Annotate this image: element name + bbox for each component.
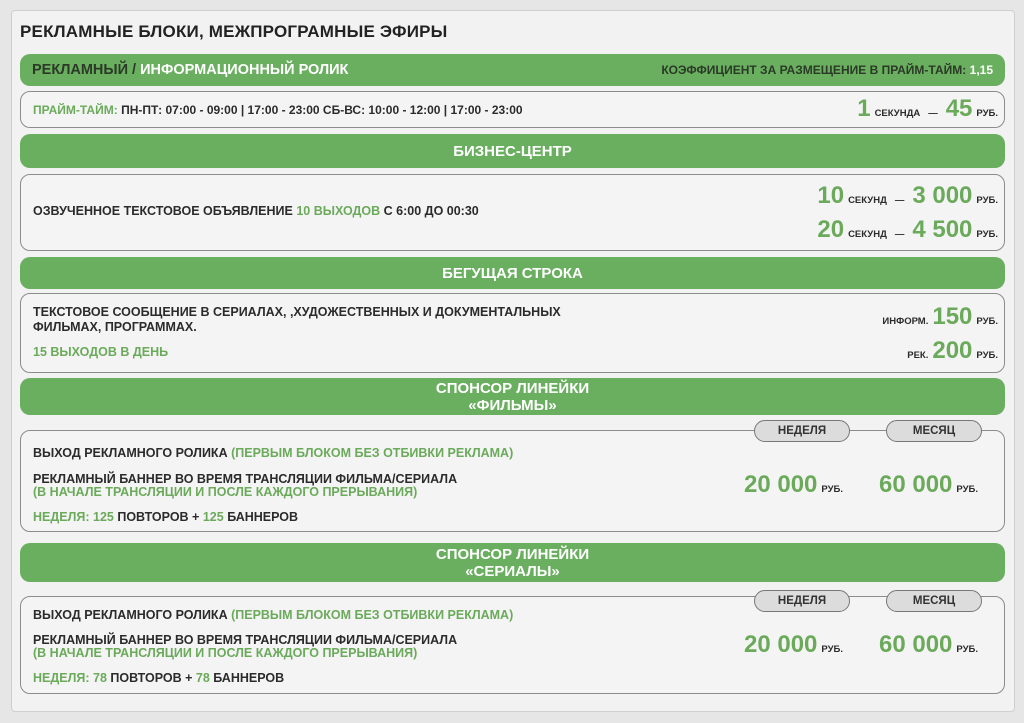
prime-dash: — — [928, 108, 938, 119]
ticker-count: 15 ВЫХОДОВ В ДЕНЬ — [33, 345, 169, 359]
prime-time-schedule: ПН-ПТ: 07:00 - 09:00 | 17:00 - 23:00 СБ-ВС: 10:00 - 12:00 | 17:00 - 23:00 — [121, 103, 523, 117]
films-line-1-dark: ВЫХОД РЕКЛАМНОГО РОЛИКА — [33, 446, 228, 460]
page-title: РЕКЛАМНЫЕ БЛОКИ, МЕЖПРОГРАМНЫЕ ЭФИРЫ — [20, 22, 448, 41]
business-price-value-1: 3 000 — [912, 182, 973, 209]
ticker-bar: БЕГУЩАЯ СТРОКА — [20, 257, 1005, 289]
prime-time-line — [33, 103, 523, 117]
series-price-week — [744, 631, 843, 659]
films-price-month — [879, 471, 978, 499]
header-right — [661, 62, 993, 79]
prime-time-price — [857, 95, 998, 123]
films-price-month-currency: РУБ. — [956, 484, 978, 495]
films-line-2: РЕКЛАМНЫЙ БАННЕР ВО ВРЕМЯ ТРАНСЛЯЦИИ ФИЛЬМА/СЕРИАЛА — [33, 472, 458, 486]
series-price-month-currency: РУБ. — [956, 644, 978, 655]
business-price-2 — [817, 216, 998, 244]
series-line-3: (В НАЧАЛЕ ТРАНСЛЯЦИИ И ПОСЛЕ КАЖДОГО ПРЕРЫВАНИЯ) — [33, 646, 418, 660]
prime-qty: 1 — [857, 95, 871, 122]
business-text-green: 10 ВЫХОДОВ — [296, 204, 381, 218]
films-week-count: НЕДЕЛЯ: 125 — [33, 510, 114, 524]
films-week-pill: НЕДЕЛЯ — [754, 420, 850, 442]
sponsor-films-bar — [20, 378, 1005, 415]
business-price-value-2: 4 500 — [912, 216, 973, 243]
header-bar — [20, 54, 1005, 86]
sponsor-films-line-2: «ФИЛЬМЫ» — [468, 396, 557, 414]
header-left-light: ИНФОРМАЦИОННЫЙ РОЛИК — [140, 61, 349, 78]
ticker-label-1: ИНФОРМ. — [882, 316, 929, 327]
series-week-pill: НЕДЕЛЯ — [754, 590, 850, 612]
series-week-count: НЕДЕЛЯ: 78 — [33, 671, 107, 685]
business-text — [33, 204, 479, 218]
header-left-dark: РЕКЛАМНЫЙ / — [32, 61, 137, 78]
films-line-4 — [33, 510, 298, 524]
series-line-1-green: (ПЕРВЫМ БЛОКОМ БЕЗ ОТБИВКИ РЕКЛАМА) — [231, 608, 514, 622]
header-left — [32, 62, 348, 79]
business-currency-2: РУБ. — [976, 229, 998, 240]
ticker-currency-1: РУБ. — [976, 316, 998, 327]
films-line-3: (В НАЧАЛЕ ТРАНСЛЯЦИИ И ПОСЛЕ КАЖДОГО ПРЕРЫВАНИЯ) — [33, 485, 418, 499]
films-repeats-label: ПОВТОРОВ + — [117, 510, 200, 524]
series-repeats-label: ПОВТОРОВ + — [110, 671, 193, 685]
films-banner-count: 125 — [202, 510, 224, 524]
prime-time-label: ПРАЙМ-ТАЙМ: — [33, 103, 118, 117]
ticker-line-2: ФИЛЬМАХ, ПРОГРАММАХ. — [33, 320, 197, 334]
sponsor-films-line-1: СПОНСОР ЛИНЕЙКИ — [435, 379, 590, 397]
business-bar: БИЗНЕС-ЦЕНТР — [20, 134, 1005, 168]
sponsor-series-line-1: СПОНСОР ЛИНЕЙКИ — [435, 545, 590, 563]
series-month-pill: МЕСЯЦ — [886, 590, 982, 612]
business-qty-1: 10 — [817, 182, 845, 209]
business-price-1 — [817, 182, 998, 210]
business-dash-1: — — [894, 195, 905, 206]
films-banners-label: БАННЕРОВ — [227, 510, 299, 524]
business-currency-1: РУБ. — [976, 195, 998, 206]
films-price-week-currency: РУБ. — [821, 484, 843, 495]
films-price-week-value: 20 000 — [744, 471, 818, 498]
sponsor-series-bar — [20, 543, 1005, 582]
ticker-price-2 — [907, 337, 998, 365]
ticker-price-1 — [882, 303, 998, 331]
series-line-4 — [33, 671, 284, 685]
ticker-price-value-2: 200 — [932, 337, 973, 364]
business-qty-2: 20 — [817, 216, 845, 243]
series-price-month-value: 60 000 — [879, 631, 953, 658]
ticker-currency-2: РУБ. — [976, 350, 998, 361]
ticker-label-2: РЕК. — [907, 350, 929, 361]
ticker-price-value-1: 150 — [932, 303, 973, 330]
films-line-1-green: (ПЕРВЫМ БЛОКОМ БЕЗ ОТБИВКИ РЕКЛАМА) — [231, 446, 514, 460]
prime-price: 45 — [945, 95, 973, 122]
series-line-2: РЕКЛАМНЫЙ БАННЕР ВО ВРЕМЯ ТРАНСЛЯЦИИ ФИЛЬМА/СЕРИАЛА — [33, 633, 458, 647]
business-text-dark1: ОЗВУЧЕННОЕ ТЕКСТОВОЕ ОБЪЯВЛЕНИЕ — [33, 204, 293, 218]
series-price-week-currency: РУБ. — [821, 644, 843, 655]
series-banners-label: БАННЕРОВ — [213, 671, 285, 685]
business-unit-2: СЕКУНД — [848, 229, 887, 240]
films-price-month-value: 60 000 — [879, 471, 953, 498]
series-line-1-dark: ВЫХОД РЕКЛАМНОГО РОЛИКА — [33, 608, 228, 622]
series-banner-count: 78 — [195, 671, 210, 685]
prime-coefficient-label: КОЭФФИЦИЕНТ ЗА РАЗМЕЩЕНИЕ В ПРАЙМ-ТАЙМ: — [661, 62, 967, 77]
series-price-week-value: 20 000 — [744, 631, 818, 658]
prime-coefficient-value: 1,15 — [969, 62, 993, 77]
sponsor-series-line-2: «СЕРИАЛЫ» — [465, 562, 560, 580]
business-text-dark2: С 6:00 ДО 00:30 — [383, 204, 479, 218]
prime-unit: СЕКУНДА — [874, 108, 921, 119]
ticker-line-1: ТЕКСТОВОЕ СООБЩЕНИЕ В СЕРИАЛАХ, ,ХУДОЖЕСТВЕННЫХ И ДОКУМЕНТАЛЬНЫХ — [33, 305, 561, 319]
business-dash-2: — — [894, 229, 905, 240]
films-price-week — [744, 471, 843, 499]
films-line-1 — [33, 446, 513, 460]
films-month-pill: МЕСЯЦ — [886, 420, 982, 442]
prime-currency: РУБ. — [976, 108, 998, 119]
series-line-1 — [33, 608, 513, 622]
business-unit-1: СЕКУНД — [848, 195, 887, 206]
series-price-month — [879, 631, 978, 659]
